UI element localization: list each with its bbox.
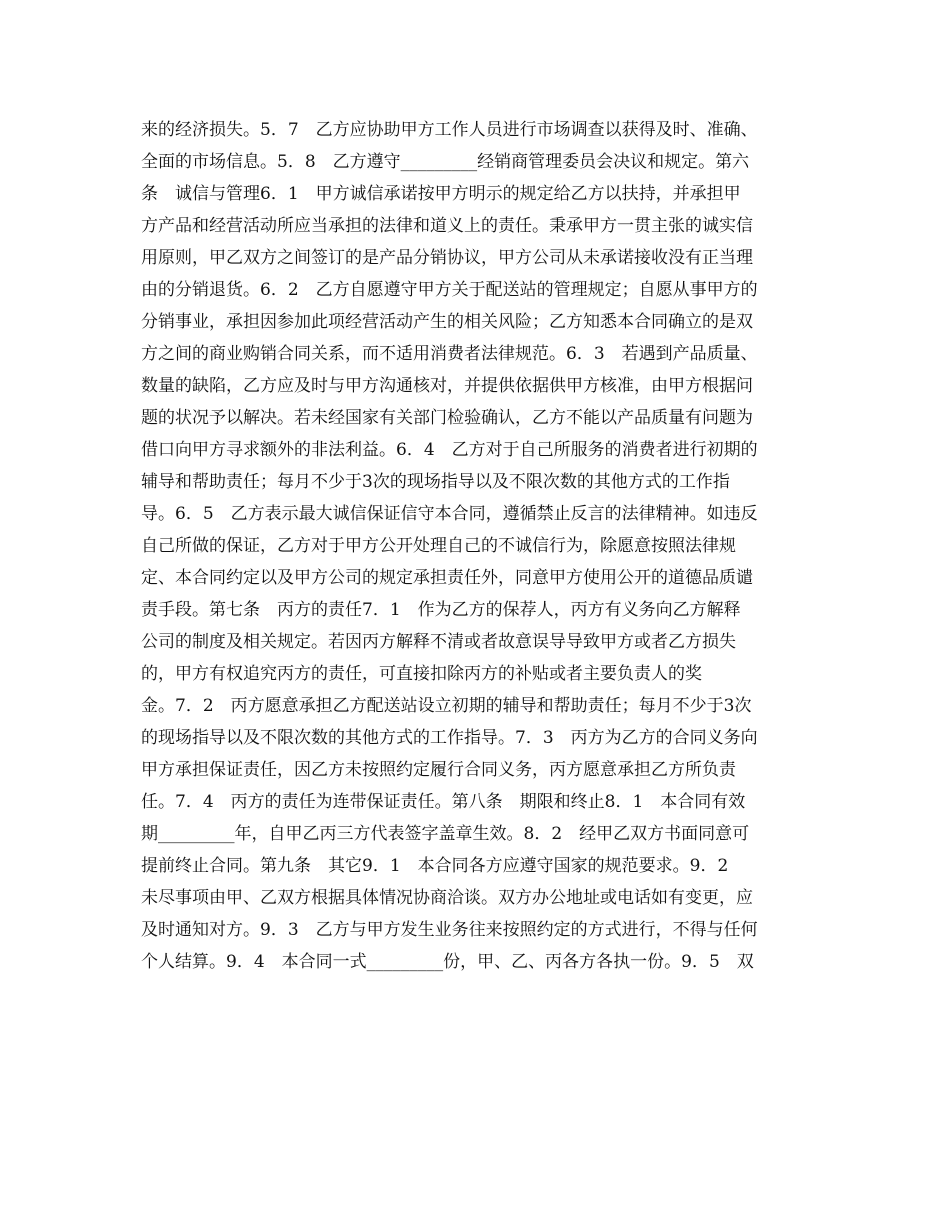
- text-line: 及时通知对方。9．3 乙方与甲方发生业务往来按照约定的方式进行，不得与任何: [141, 920, 758, 940]
- text-line: 定、本合同约定以及甲方公司的规定承担责任外，同意甲方使用公开的道德品质谴: [141, 568, 753, 588]
- text-line: 的现场指导以及不限次数的其他方式的工作指导。7．3 丙方为乙方的合同义务向: [141, 728, 758, 748]
- text-line: 任。7．4 丙方的责任为连带保证责任。第八条 期限和终止8．1 本合同有效: [141, 792, 746, 812]
- text-line: 甲方承担保证责任，因乙方未按照约定履行合同义务，丙方愿意承担乙方所负责: [141, 760, 736, 780]
- text-line: 由的分销退货。6．2 乙方自愿遵守甲方关于配送站的管理规定；自愿从事甲方的: [141, 280, 758, 300]
- text-line: 自己所做的保证，乙方对于甲方公开处理自己的不诚信行为，除愿意按照法律规: [141, 536, 736, 556]
- text-line: 期_________年，自甲乙丙三方代表签字盖章生效。8．2 经甲乙双方书面同意可: [141, 824, 750, 844]
- text-line: 的，甲方有权追究丙方的责任，可直接扣除丙方的补贴或者主要负责人的奖: [141, 664, 702, 684]
- text-line: 辅导和帮助责任；每月不少于3次的现场指导以及不限次数的其他方式的工作指: [141, 472, 730, 492]
- text-line: 分销事业，承担因参加此项经营活动产生的相关风险；乙方知悉本合同确立的是双: [141, 312, 753, 332]
- text-line: 提前终止合同。第九条 其它9．1 本合同各方应遵守国家的规范要求。9．2: [141, 856, 729, 876]
- text-line: 公司的制度及相关规定。若因丙方解释不清或者故意误导导致甲方或者乙方损失: [141, 632, 736, 652]
- text-line: 数量的缺陷，乙方应及时与甲方沟通核对，并提供依据供甲方核准，由甲方根据问: [141, 376, 753, 396]
- text-line: 责手段。第七条 丙方的责任7．1 作为乙方的保荐人，丙方有义务向乙方解释: [141, 600, 741, 620]
- contract-body-text: [141, 114, 821, 978]
- text-line: 方之间的商业购销合同关系，而不适用消费者法律规范。6．3 若遇到产品质量、: [141, 344, 758, 364]
- text-line: 用原则，甲乙双方之间签订的是产品分销协议，甲方公司从未承诺接收没有正当理: [141, 248, 753, 268]
- text-line: 条 诚信与管理6．1 甲方诚信承诺按甲方明示的规定给乙方以扶持，并承担甲: [141, 184, 741, 204]
- text-line: 未尽事项由甲、乙双方根据具体情况协商洽谈。双方办公地址或电话如有变更，应: [141, 888, 753, 908]
- text-line: 方产品和经营活动所应当承担的法律和道义上的责任。秉承甲方一贯主张的诚实信: [141, 216, 753, 236]
- text-line: 个人结算。9．4 本合同一式_________份，甲、乙、丙各方各执一份。9．5 双: [141, 952, 754, 972]
- text-line: 题的状况予以解决。若未经国家有关部门检验确认，乙方不能以产品质量有问题为: [141, 408, 753, 428]
- text-line: 借口向甲方寻求额外的非法利益。6．4 乙方对于自己所服务的消费者进行初期的: [141, 440, 758, 460]
- text-line: 全面的市场信息。5．8 乙方遵守_________经销商管理委员会决议和规定。第六: [141, 152, 750, 172]
- text-line: 来的经济损失。5．7 乙方应协助甲方工作人员进行市场调查以获得及时、准确、: [141, 120, 758, 140]
- text-line: 金。7．2 丙方愿意承担乙方配送站设立初期的辅导和帮助责任；每月不少于3次: [141, 696, 752, 716]
- text-line: 导。6．5 乙方表示最大诚信保证信守本合同，遵循禁止反言的法律精神。如违反: [141, 504, 758, 524]
